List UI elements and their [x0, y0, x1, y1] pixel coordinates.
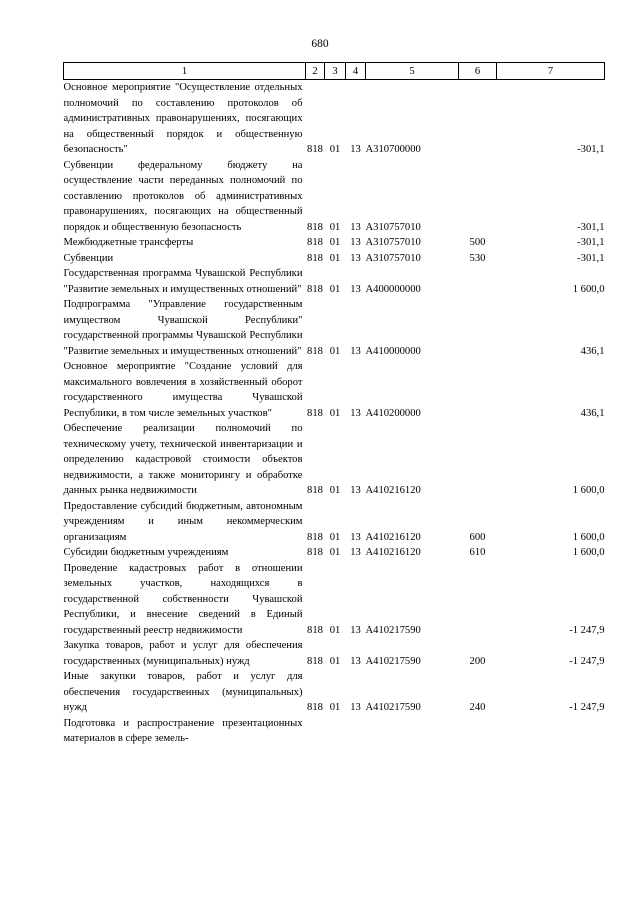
column-header: 6 [459, 63, 497, 80]
subsection-code: 13 [350, 283, 361, 295]
column-header: 4 [346, 63, 366, 80]
ministry-code: 818 [307, 531, 323, 543]
target-article-code: А310757010 [365, 252, 421, 264]
expense-type-code: 600 [469, 531, 486, 543]
section-code: 01 [329, 485, 341, 496]
ministry-code: 818 [307, 252, 323, 264]
column-header: 1 [64, 63, 306, 80]
row-name: Основное мероприятие "Осуществление отдельных полномочий по составлению протоколов об административных правонарушениях, посягающих на общественный порядок и общественную безопасность" [63, 82, 303, 155]
section-code: 01 [329, 345, 341, 357]
subsection-code: 13 [350, 547, 361, 558]
row-name: Обеспечение реализации полномочий по техническому учету, технической инвентаризации и определению кадастровой стоимости объектов недвижимости, а также мониторингу и обработке данных рынка недвижимости [63, 423, 303, 496]
expense-type-code [459, 716, 497, 747]
section-code: 01 [329, 655, 341, 667]
section-code: 01 [329, 237, 341, 248]
expense-type-code: 240 [469, 702, 486, 713]
expense-type-code [459, 561, 497, 639]
section-code: 01 [329, 283, 341, 295]
target-article-code: А400000000 [365, 283, 421, 295]
expense-type-code [459, 297, 497, 359]
amount-value: -301,1 [577, 221, 605, 233]
amount-value: -1 247,9 [569, 702, 605, 713]
section-code: 01 [329, 624, 341, 636]
row-name: Государственная программа Чувашской Республики "Развитие земельных и имущественных отношений" [63, 268, 303, 295]
subsection-code: 13 [350, 531, 361, 543]
target-article-code: А410216120 [365, 485, 421, 496]
column-header: 2 [306, 63, 325, 80]
target-article-code: А410217590 [365, 624, 421, 636]
row-name: Основное мероприятие "Создание условий для максимального вовлечения в хозяйственный оборот государственного имущества Чувашской Республики, в том числе земельных участков" [63, 361, 303, 419]
amount-value: 436,1 [580, 407, 605, 419]
section-code: 01 [329, 252, 341, 264]
section-code [325, 716, 346, 747]
ministry-code: 818 [307, 345, 323, 357]
expense-type-code: 530 [469, 252, 486, 264]
ministry-code: 818 [307, 237, 323, 248]
target-article-code: А410217590 [365, 702, 421, 713]
amount-value: -301,1 [577, 252, 605, 264]
amount-value: 1 600,0 [572, 283, 605, 295]
expense-type-code [459, 266, 497, 297]
amount-value: -1 247,9 [569, 624, 605, 636]
amount-value: -1 247,9 [569, 655, 605, 667]
target-article-code: А410216120 [365, 531, 421, 543]
amount-value: -301,1 [577, 144, 605, 155]
target-article-code: А310757010 [365, 221, 421, 233]
target-article-code: А310700000 [365, 144, 421, 155]
subsection-code: 13 [350, 252, 361, 264]
row-name: Закупка товаров, работ и услуг для обеспечения государственных (муниципальных) нужд [63, 640, 303, 667]
table-row [64, 80, 605, 158]
amount-value: 1 600,0 [572, 531, 605, 543]
target-article-code: А410216120 [365, 547, 421, 558]
table-row [64, 561, 605, 639]
table-row [64, 251, 605, 267]
section-code: 01 [329, 407, 341, 419]
row-name: Проведение кадастровых работ в отношении земельных участков, находящихся в государственной собственности Чувашской Республики, и внесение сведений в Единый государственный реестр недвижимости [63, 562, 303, 636]
ministry-code: 818 [307, 144, 323, 155]
table-row [64, 716, 605, 747]
table-row [64, 421, 605, 499]
row-name: Предоставление субсидий бюджетным, автономным учреждениям и иным некоммерческим организациям [63, 500, 303, 543]
subsection-code: 13 [350, 221, 361, 233]
section-code: 01 [329, 144, 341, 155]
table-row [64, 638, 605, 669]
expense-type-code [459, 359, 497, 421]
row-name: Субсидии бюджетным учреждениям [63, 547, 229, 558]
target-article-code: А410200000 [365, 407, 421, 419]
subsection-code: 13 [350, 655, 361, 667]
row-name: Подготовка и распространение презентационных материалов в сфере земель- [63, 717, 303, 744]
amount-value: -301,1 [577, 237, 605, 248]
expense-type-code [459, 421, 497, 499]
target-article-code: А410217590 [365, 655, 421, 667]
table-row [64, 297, 605, 359]
ministry-code: 818 [307, 655, 323, 667]
expense-type-code [459, 80, 497, 158]
ministry-code: 818 [307, 485, 323, 496]
ministry-code: 818 [307, 221, 323, 233]
ministry-code: 818 [307, 624, 323, 636]
table-row [64, 545, 605, 561]
section-code: 01 [329, 221, 341, 233]
amount-value [497, 716, 605, 747]
table-row [64, 669, 605, 716]
row-name: Субвенции [63, 252, 114, 264]
subsection-code: 13 [350, 345, 361, 357]
section-code: 01 [329, 531, 341, 543]
target-article-code [366, 716, 459, 747]
header-row [64, 63, 605, 80]
page-number: 680 [311, 38, 329, 50]
ministry-code: 818 [307, 407, 323, 419]
section-code: 01 [329, 702, 341, 713]
table-row [64, 266, 605, 297]
row-name: Межбюджетные трансферты [63, 237, 194, 248]
target-article-code: А410000000 [365, 345, 421, 357]
amount-value: 1 600,0 [572, 547, 605, 558]
ministry-code: 818 [307, 547, 323, 558]
subsection-code: 13 [350, 407, 361, 419]
column-header: 3 [325, 63, 346, 80]
expense-type-code: 500 [469, 237, 486, 248]
target-article-code: А310757010 [365, 237, 421, 248]
row-name: Иные закупки товаров, работ и услуг для обеспечения государственных (муниципальных) нужд [63, 671, 303, 713]
column-header: 7 [497, 63, 605, 80]
column-header: 5 [366, 63, 459, 80]
table-row [64, 235, 605, 251]
subsection-code: 13 [350, 702, 361, 713]
table-row [64, 359, 605, 421]
budget-table [63, 62, 605, 747]
subsection-code: 13 [350, 485, 361, 496]
expense-type-code [459, 158, 497, 236]
ministry-code: 818 [307, 702, 323, 713]
amount-value: 1 600,0 [572, 485, 605, 496]
expense-type-code: 200 [469, 655, 486, 667]
subsection-code: 13 [350, 624, 361, 636]
expense-type-code: 610 [469, 547, 486, 558]
table-row [64, 158, 605, 236]
ministry-code: 818 [307, 283, 323, 295]
subsection-code: 13 [350, 237, 361, 248]
subsection-code: 13 [350, 144, 361, 155]
subsection-code [346, 716, 366, 747]
row-name: Подпрограмма "Управление государственным имуществом Чувашской Республики" государственной программы Чувашской Республики "Развитие земельных и имущественных отношений" [63, 299, 303, 357]
row-name: Субвенции федеральному бюджету на осуществление части переданных полномочий по составлению протоколов об административных правонарушениях, посягающих на общественный порядок и общественную безопасность [63, 159, 303, 233]
amount-value: 436,1 [580, 345, 605, 357]
ministry-code [306, 716, 325, 747]
section-code: 01 [329, 547, 341, 558]
table-row [64, 499, 605, 546]
